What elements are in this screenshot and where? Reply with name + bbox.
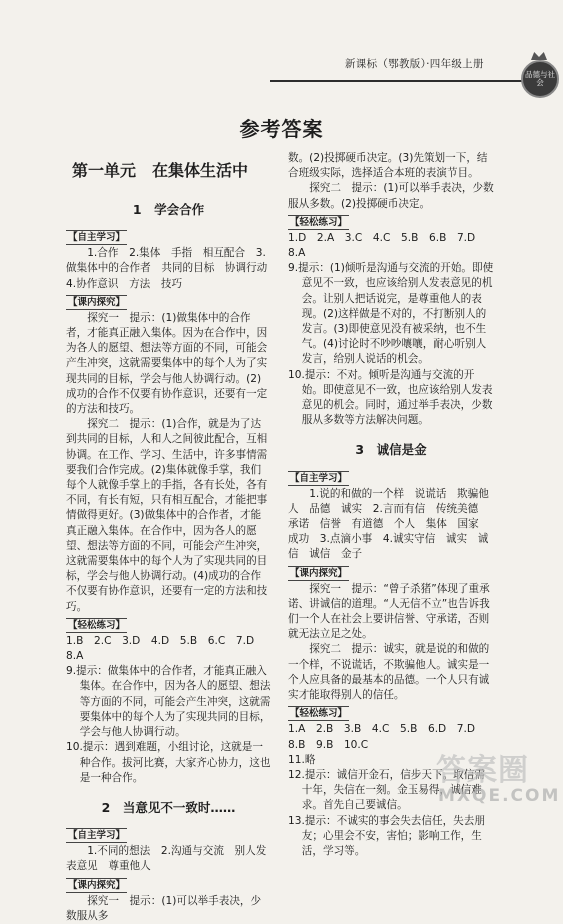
answer-paragraph: 探究一 提示：“曾子杀猪”体现了重承诺、讲诚信的道理。“人无信不立”也告诉我们一个人在社会上要讲信誉、守承诺，否则就无法立足之处。 bbox=[288, 582, 490, 641]
answer-paragraph: 1.D 2.A 3.C 4.C 5.B 6.B 7.D 8.A bbox=[288, 231, 486, 260]
answer-paragraph: 9.提示：(1)倾听是沟通与交流的开始。即使意见不一致，也应该给别人发表意见的机会。让别人把话说完，是尊重他人的表现。(2)这样做是不对的，不打断别人的发言。(3)即使意见没有被采纳，也不生气。(4)讨论时不吵吵嚷嚷，耐心听别人发言，给别人说话的机会。 bbox=[288, 262, 494, 366]
section-label: 【轻松练习】 bbox=[68, 619, 126, 631]
answer-paragraph: 10.提示：不对。倾听是沟通与交流的开始。即使意见不一致，也应该给别人发表意见的机会。同时，通过举手表决，少数服从多数等方法解决问题。 bbox=[288, 368, 493, 427]
lesson-heading: 1 学会合作 bbox=[132, 202, 205, 217]
subject-badge bbox=[521, 60, 559, 98]
section-label: 【课内探究】 bbox=[68, 879, 126, 891]
watermark-logo: 答案圈 bbox=[436, 753, 529, 788]
section-label: 【自主学习】 bbox=[290, 472, 348, 484]
section-label: 【轻松练习】 bbox=[290, 708, 348, 720]
watermark-url: MXQE.COM bbox=[438, 786, 561, 806]
section-label: 【自主学习】 bbox=[68, 232, 126, 244]
answer-paragraph: 数。(2)投掷硬币决定。(3)先策划一下，结合班级实际，选择适合本班的表演节目。 bbox=[288, 152, 488, 180]
answer-paragraph: 1.合作 2.集体 手指 相互配合 3.做集体中的合作者 共同的目标 协调行动 4.协作意识 方法 技巧 bbox=[66, 247, 278, 290]
answer-paragraph: 探究二 提示：(1)可以举手表决，少数服从多数。(2)投掷硬币决定。 bbox=[288, 182, 494, 210]
badge-crown-icon bbox=[531, 50, 547, 60]
page-title: 参考答案 bbox=[239, 117, 324, 141]
section-label: 【课内探究】 bbox=[68, 296, 126, 308]
section-label: 【自主学习】 bbox=[68, 830, 126, 842]
badge-label: 品德与社会 bbox=[525, 70, 555, 87]
answer-paragraph: 1.B 2.C 3.D 4.D 5.B 6.C 7.D 8.A bbox=[66, 634, 265, 663]
lesson-heading: 3 诚信是金 bbox=[355, 442, 427, 458]
answer-paragraph: 探究一 提示：(1)做集体中的合作者，才能真正融入集体。因为在合作中，因为各人的愿望、想法等方面的不同，可能会产生冲突，这就需要集体中的每个人为了实现共同的目标，学会与他人协调行动。(2)成功的合作不仅要有协作意识，还要有一定的方法和技巧。 bbox=[66, 311, 268, 416]
answer-paragraph: 11.略 bbox=[288, 753, 316, 766]
lesson-heading: 2 当意见不一致时…… bbox=[101, 799, 236, 815]
answer-paragraph: 1.A 2.B 3.B 4.C 5.B 6.D 7.D 8.B 9.B 10.C bbox=[288, 723, 486, 751]
section-label: 【轻松练习】 bbox=[290, 216, 348, 228]
section-label: 【课内探究】 bbox=[290, 567, 348, 579]
answer-paragraph: 9.提示：做集体中的合作者，才能真正融入集体。在合作中，因为各人的愿望、想法等方面的不同，可能会产生冲突，这就需要集体中的每个人为了实现共同的目标，学会与他人协调行动。 bbox=[66, 665, 271, 739]
answer-paragraph: 探究二 提示：诚实，就是说的和做的一个样，不说谎话，不欺骗他人。诚实是一个人应具备的最基本的品德。一个人只有诚实才能取得别人的信任。 bbox=[288, 643, 490, 702]
answer-paragraph: 10.提示：遇到难题，小组讨论，这就是一种合作。拔河比赛，大家齐心协力，这也是一种合作。 bbox=[66, 741, 271, 784]
header-series: 新课标（鄂教版）·四年级上册 bbox=[345, 58, 484, 70]
answer-paragraph: 12.提示：诚信开金石，信步天下。取信需十年，失信在一刻。金玉易得，诚信难求。首先自己要诚信。 bbox=[288, 768, 485, 812]
answer-paragraph: 探究二 提示：(1)合作，就是为了达到共同的目标，人和人之间彼此配合，互相协调。在工作、学习、生活中，许多事情需要我们合作完成。(2)集体就像手掌，我们每个人就像手掌上的手指，各有长处，各有不同，有长有短，只有相互配合，才能把事情做得更好。(3)做集体中的合作者，才能真正融入集体。在合作中，因为各人的愿望、想法等方面的不同，可能会产生冲突，这就需要集体中的每个人为了实现共同的目标，学会与他人协调行动。(4)成功的合作不仅要有协作意识，还要有一定的方法和技巧。 bbox=[66, 418, 268, 613]
answer-paragraph: 探究一 提示：(1)可以举手表决，少数服从多 bbox=[66, 894, 262, 922]
answer-paragraph: 1.不同的想法 2.沟通与交流 别人发表意见 尊重他人 bbox=[66, 845, 267, 873]
answer-paragraph: 1.说的和做的一个样 说谎话 欺骗他人 品德 诚实 2.言而有信 传统美德 承诺 信誉 有道德 个人 集体 国家 成功 3.点滴小事 4.诚实守信 诚实 诚信 诚信 金子 bbox=[288, 487, 490, 561]
answer-paragraph: 13.提示：不诚实的事会失去信任，失去朋友；心里会不安，害怕；影响工作，生活，学习等。 bbox=[288, 814, 485, 857]
unit-title: 第一单元 在集体生活中 bbox=[72, 161, 249, 180]
